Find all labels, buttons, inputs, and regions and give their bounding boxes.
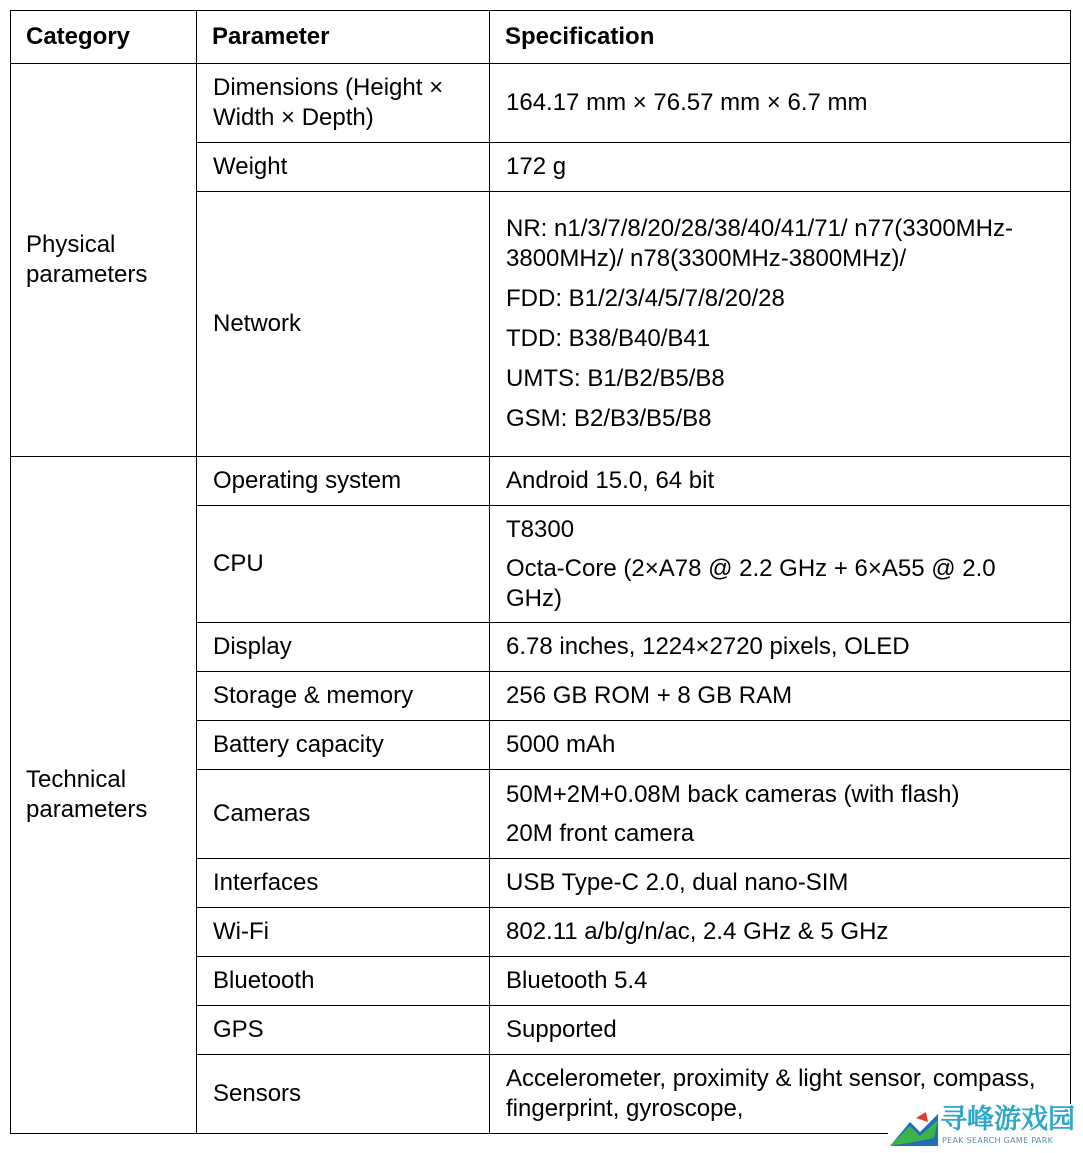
category-technical: Technical parameters xyxy=(11,457,197,1134)
spec-cameras xyxy=(490,770,1071,859)
spec-network xyxy=(490,192,1071,457)
spec-cameras-front: 20M front camera xyxy=(506,819,695,847)
spec-cpu xyxy=(490,506,1071,623)
table-row xyxy=(11,64,1071,143)
spec-wifi: 802.11 a/b/g/n/ac, 2.4 GHz & 5 GHz xyxy=(490,908,1071,957)
header-category: Category xyxy=(11,11,197,64)
table-row xyxy=(11,457,1071,506)
spec-network-gsm: GSM: B2/B3/B5/B8 xyxy=(506,405,712,432)
param-wifi: Wi-Fi xyxy=(197,908,490,957)
spec-interfaces: USB Type-C 2.0, dual nano-SIM xyxy=(490,859,1071,908)
param-bluetooth: Bluetooth xyxy=(197,957,490,1006)
spec-sensors: Accelerometer, proximity & light sensor, compass, fingerprint, gyroscope, xyxy=(490,1055,1071,1134)
spec-cameras-back: 50M+2M+0.08M back cameras (with flash) xyxy=(506,780,960,808)
param-dimensions: Dimensions (Height × Width × Depth) xyxy=(197,64,490,143)
watermark-subtext: PEAK SEARCH GAME PARK xyxy=(942,1136,1054,1145)
param-weight: Weight xyxy=(197,143,490,192)
spec-storage: 256 GB ROM + 8 GB RAM xyxy=(490,672,1071,721)
param-storage: Storage & memory xyxy=(197,672,490,721)
param-battery: Battery capacity xyxy=(197,721,490,770)
param-sensors: Sensors xyxy=(197,1055,490,1134)
param-gps: GPS xyxy=(197,1006,490,1055)
spec-bluetooth: Bluetooth 5.4 xyxy=(490,957,1071,1006)
param-interfaces: Interfaces xyxy=(197,859,490,908)
category-physical: Physical parameters xyxy=(11,64,197,457)
table-header-row xyxy=(11,11,1071,64)
watermark-text: 寻峰游戏园 xyxy=(940,1104,1075,1135)
param-cameras: Cameras xyxy=(197,770,490,859)
watermark xyxy=(888,1104,1078,1148)
spec-network-fdd: FDD: B1/2/3/4/5/7/8/20/28 xyxy=(506,285,785,312)
spec-weight: 172 g xyxy=(490,143,1071,192)
spec-battery: 5000 mAh xyxy=(490,721,1071,770)
param-display: Display xyxy=(197,623,490,672)
param-cpu: CPU xyxy=(197,506,490,623)
spec-network-umts: UMTS: B1/B2/B5/B8 xyxy=(506,365,725,392)
mountain-logo-icon xyxy=(890,1108,938,1146)
spec-table xyxy=(10,10,1071,1134)
spec-dimensions: 164.17 mm × 76.57 mm × 6.7 mm xyxy=(490,64,1071,143)
spec-network-tdd: TDD: B38/B40/B41 xyxy=(506,325,711,352)
spec-gps: Supported xyxy=(490,1006,1071,1055)
spec-os: Android 15.0, 64 bit xyxy=(490,457,1071,506)
spec-cpu-cores: Octa-Core (2×A78 @ 2.2 GHz + 6×A55 @ 2.0 GHz) xyxy=(506,554,996,612)
spec-display: 6.78 inches, 1224×2720 pixels, OLED xyxy=(490,623,1071,672)
spec-cpu-model: T8300 xyxy=(506,515,575,543)
header-specification: Specification xyxy=(490,11,1071,64)
spec-network-nr: NR: n1/3/7/8/20/28/38/40/41/71/ n77(3300MHz-3800MHz)/ n78(3300MHz-3800MHz)/ xyxy=(506,215,1013,272)
param-os: Operating system xyxy=(197,457,490,506)
header-parameter: Parameter xyxy=(197,11,490,64)
param-network: Network xyxy=(197,192,490,457)
